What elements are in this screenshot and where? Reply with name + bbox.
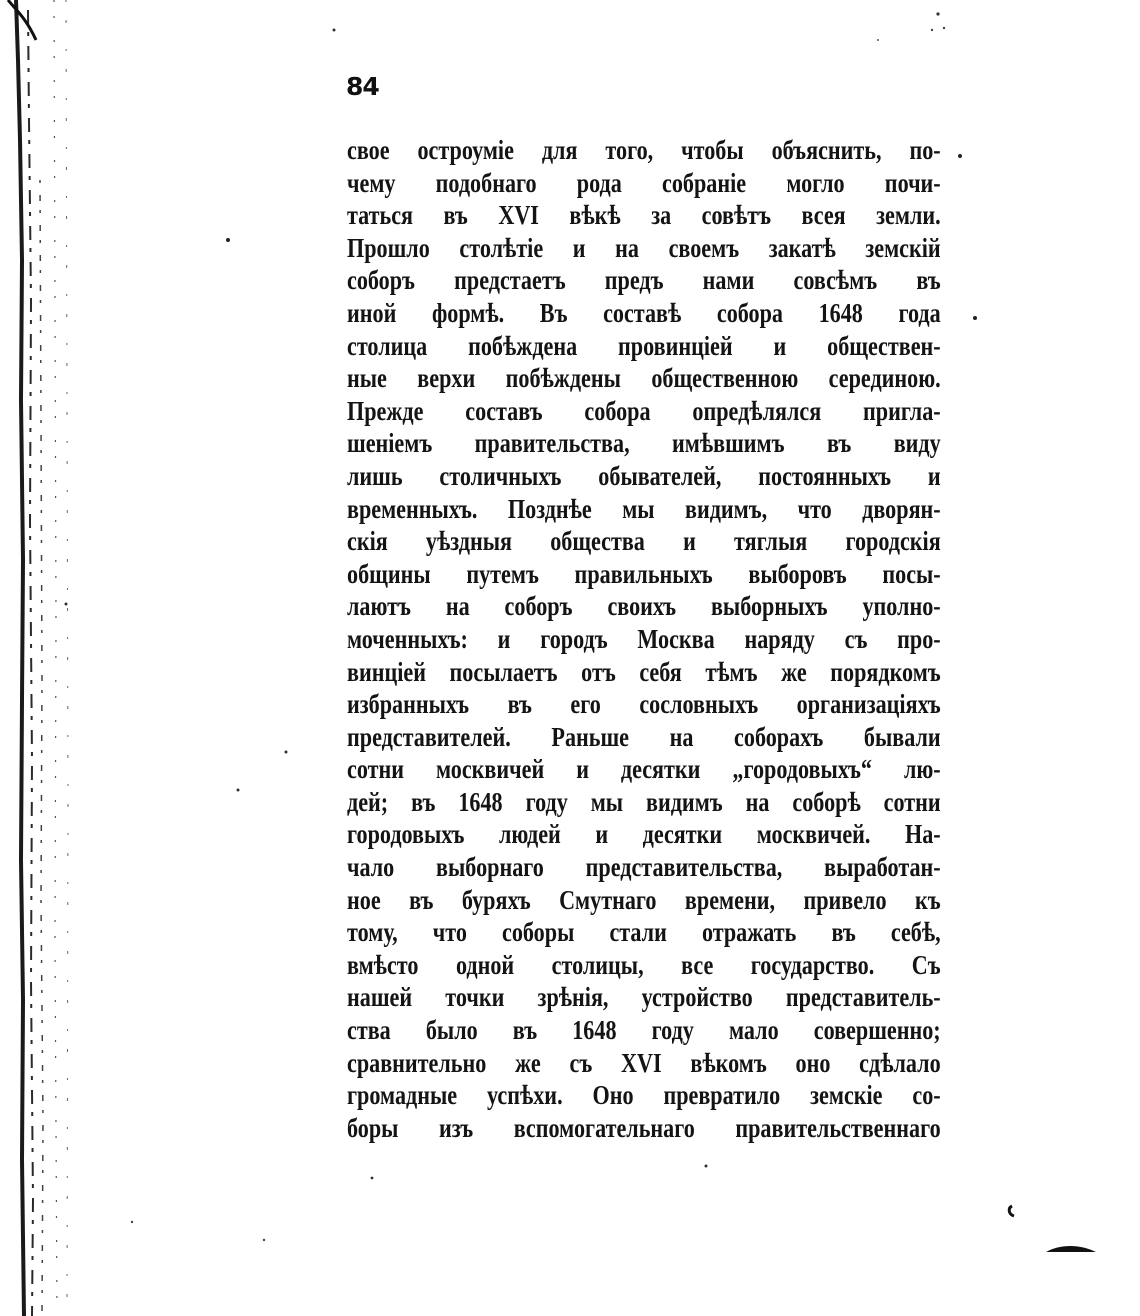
text-line: лаютъ на соборъ своихъ выборныхъ уполно-: [347, 591, 941, 622]
text-line: избранныхъ въ его сословныхъ организаціяхъ: [347, 689, 941, 720]
text-line: моченныхъ: и городъ Москва наряду съ про-: [347, 623, 941, 654]
text-line: Прежде составъ собора опредѣлялся пригла-: [347, 395, 941, 426]
text-line: ное въ буряхъ Смутнаго времени, привело къ: [347, 884, 941, 915]
text-line: свое остроуміе для того, чтобы объяснить, по-: [347, 135, 941, 165]
text-line: скія уѣздныя общества и тяглыя городскія: [347, 526, 941, 557]
text-line: ства было въ 1648 году мало совершенно;: [347, 1015, 941, 1046]
text-line: громадные успѣхи. Оно превратило земскіе со-: [347, 1080, 941, 1111]
text-line: таться въ XVI вѣкѣ за совѣтъ всея земли.: [347, 200, 941, 231]
binding-edge-shadow: [6, 0, 76, 1316]
body-text: [347, 134, 941, 1144]
text-line: городовыхъ людей и десятки москвичей. На-: [347, 819, 941, 850]
text-line: представителей. Раньше на соборахъ бывали: [347, 721, 941, 752]
text-line: временныхъ. Позднѣе мы видимъ, что дворян-: [347, 493, 941, 524]
text-line: соборъ предстаетъ предъ нами совсѣмъ въ: [347, 265, 941, 296]
text-line: чему подобнаго рода собраніе могло почи-: [347, 167, 941, 198]
text-line: Прошло столѣтіе и на своемъ закатѣ земскій: [347, 232, 941, 263]
text-line: боры изъ вспомогательнаго правительственнаго: [347, 1112, 941, 1143]
text-line: сравнительно же съ XVI вѣкомъ оно сдѣлало: [347, 1047, 941, 1078]
text-line: шеніемъ правительства, имѣвшимъ въ виду: [347, 428, 941, 459]
text-line: столица побѣждена провинціей и обществен-: [347, 330, 941, 361]
text-line: нашей точки зрѣнія, устройство представитель-: [347, 982, 941, 1013]
text-line: общины путемъ правильныхъ выборовъ посы-: [347, 558, 941, 589]
text-line: винціей посылаетъ отъ себя тѣмъ же порядкомъ: [347, 656, 941, 687]
text-line: вмѣсто одной столицы, все государство. Съ: [347, 949, 941, 980]
text-line: иной формѣ. Въ составѣ собора 1648 года: [347, 297, 941, 328]
page-number: 84: [346, 72, 379, 101]
text-line: сотни москвичей и десятки „городовыхъ“ лю-: [347, 754, 941, 785]
text-line: лишь столичныхъ обывателей, постоянныхъ и: [347, 460, 941, 491]
text-line: тому, что соборы стали отражать въ себѣ,: [347, 917, 941, 948]
text-line: дей; въ 1648 году мы видимъ на соборѣ сотни: [347, 786, 941, 817]
text-line: ные верхи побѣждены общественною серединою.: [347, 363, 941, 394]
text-line: чало выборнаго представительства, выработан-: [347, 852, 941, 883]
